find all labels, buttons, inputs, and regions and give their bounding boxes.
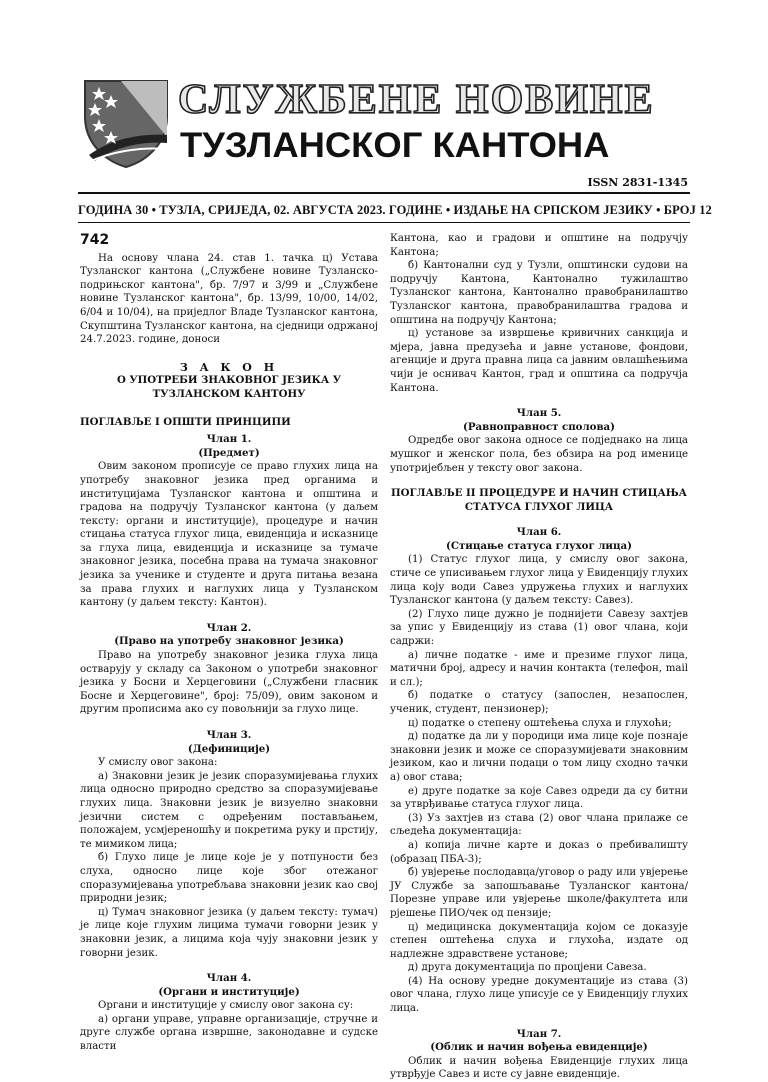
article-number: Члан 5. bbox=[516, 407, 562, 420]
preamble: На основу члана 24. став 1. тачка ц) Устава Тузланског кантона („Службене новине Тузланско-подрињског кантона", бр. 7/97 и 3/99 и „Службене новине Тузланског кантона", бр. 13/99, 10/00, 14/02, 6/04 и 10/04), на приједлог Владе Тузланског кантона, Скупштина Тузланског кантона, на сједници одржаној 24.7.2023. године, доноси bbox=[80, 252, 378, 346]
article-paragraph: е) друге податке за које Савез одреди да су битни за утврђивање статуса глухог лица. bbox=[390, 785, 688, 811]
article-paragraph: (1) Статус глухог лица, у смислу овог закона, стиче се уписивањем глухог лица у Евиденцију глухих лица коју води Савез удружења глухих и наглухих Тузланског кантона (у даљем тексту: Савез). bbox=[390, 554, 688, 607]
chapter-heading: ПОГЛАВЉЕ II ПРОЦЕДУРЕ И НАЧИН СТИЦАЊА bbox=[391, 487, 687, 500]
article-paragraph: (2) Глухо лице дужно је поднијети Савезу захтјев за упис у Евиденцију из става (1) овог члана, који садржи: bbox=[390, 608, 688, 648]
article-paragraph: Органи и институције у смислу овог закона су: bbox=[98, 1000, 354, 1012]
article-paragraph: Облик и начин вођења Евиденције глухих лица утврђује Савез и исте су јавне евиденције. bbox=[390, 1055, 688, 1081]
article-paragraph: а) копија личне карте и доказ о пребивалишту (образац ПБА-3); bbox=[390, 839, 688, 865]
article-paragraph: б) Кантонални суд у Тузли, општински судови на подручју Кантона, Кантонално тужилаштво Тузланског кантона, Кантонално правобранилаштво Тузланског кантона, правобранилаштва градова и општина на подручју Кантона; bbox=[390, 260, 688, 326]
article-paragraph: Одредбе овог закона односе се подједнако на лица мушког и женског пола, без обзира на род именице употријебљен у тексту овог закона. bbox=[390, 435, 688, 474]
issn-number: ISSN 2831-1345 bbox=[587, 176, 688, 189]
article-paragraph: Право на употребу знаковног језика глуха лица остварују у складу са Законом о употреби знаковног језика у Босни и Херцеговини („Службени гласник Босне и Херцеговине", број: 75/09), овим законом и другим прописима ако су повољнији за глухо лице. bbox=[80, 650, 378, 716]
article-number: Члан 2. bbox=[206, 621, 252, 634]
article-paragraph: д) податке да ли у породици има лице које познаје знаковни језик и може се споразумијевати знаковним језиком, као и лични подаци о том лицу сходно тачки а) овог става; bbox=[390, 731, 688, 783]
header-rule-top bbox=[78, 192, 690, 194]
article-paragraph: Овим законом прописује се право глухих лица на употребу знаковног језика пред органима и институцијама Тузланског кантона и општина и градова на подручју Тузланског кантона (у даљем тексту: органи и институције), процедуре и начин стицања статуса глухог лица, евиденција и исказнице за глуха лица, евиденција и исказнице за тумаче знаковног језика, посебна права на тумача знаковног језика за ученике и студенте и друга питања везана за права глухих и наглухих лица у Тузланском кантону (у даљем тексту: Кантон). bbox=[80, 461, 378, 609]
article-title: (Равноправност сполова) bbox=[463, 420, 615, 433]
article-paragraph: а) личне податке - име и презиме глухог лица, матични број, адресу и начин контакта (телефон, mail и сл.); bbox=[390, 649, 688, 688]
left-column bbox=[80, 232, 378, 1054]
coat-of-arms-logo bbox=[81, 77, 171, 169]
masthead bbox=[78, 74, 690, 174]
article-number: Члан 1. bbox=[206, 433, 252, 446]
article-paragraph: (4) На основу уредне документације из става (3) овог члана, глухо лице уписује се у Евиденцију глухих лица. bbox=[390, 975, 688, 1015]
article-paragraph: д) друга документација по процјени Савеза. bbox=[408, 962, 647, 974]
article-paragraph: б) Глухо лице је лице које је у потпуности без слуха, односно лице које због отежаног споразумијевања употребљава знаковни језик као свој природни језик; bbox=[80, 852, 378, 905]
article-paragraph: ц) медицинска документација којом се доказује степен оштећења слуха и глухоћа, издате од надлежне здравствене установе; bbox=[390, 921, 688, 960]
article-number: Члан 4. bbox=[206, 972, 252, 985]
article-paragraph: б) увјерење послодавца/уговор о раду или увјерење ЈУ Службе за запошљавање Тузланског кантона/Порезне управе или увјерење школе/факултета или рјешење ПИО/чек од пензије; bbox=[390, 867, 688, 919]
law-title: З А К О Н bbox=[179, 360, 279, 374]
article-title: (Облик и начин вођења евиденције) bbox=[430, 1041, 648, 1054]
masthead-title-line1: СЛУЖБЕНЕ НОВИНЕ bbox=[178, 77, 655, 123]
article-number: Члан 3. bbox=[206, 729, 252, 741]
right-column bbox=[390, 232, 688, 1082]
article-title: (Стицање статуса глухог лица) bbox=[446, 539, 632, 552]
article-paragraph: ц) податке о степену оштећења слуха и глухоћи; bbox=[408, 717, 672, 729]
chapter-heading-line2: СТАТУСА ГЛУХОГ ЛИЦА bbox=[464, 500, 614, 513]
article-number: Члан 7. bbox=[516, 1027, 562, 1040]
article-paragraph: а) органи управе, управне организације, стручне и друге службе органа извршне, законодавне и судске власти bbox=[80, 1013, 378, 1053]
article-title: (Дефиниције) bbox=[187, 742, 271, 755]
article-paragraph: ц) установе за извршење кривичних санкција и мјера, јавна предузећа и јавне установе, фондови, агенције и друга правна лица са јавним овлашћењима чији је оснивач Кантон, град и општина са подручја Кантона. bbox=[390, 328, 688, 394]
article-paragraph: У смислу овог закона: bbox=[98, 757, 218, 769]
law-subtitle: О УПОТРЕБИ ЗНАКОВНОГ ЈЕЗИКА У ТУЗЛАНСКОМ КАНТОНУ bbox=[116, 374, 342, 400]
chapter-heading: ПОГЛАВЉЕ I ОПШТИ ПРИНЦИПИ bbox=[80, 415, 291, 428]
article-paragraph: ц) Тумач знаковног језика (у даљем тексту: тумач) је лице које глухим лицима тумачи говорни језик у знаковни језик, а лицима која чују знаковни језик у говорни језик. bbox=[80, 906, 378, 959]
article-title: (Предмет) bbox=[198, 446, 260, 459]
issue-line: ГОДИНА 30 • ТУЗЛА, СРИЈЕДА, 02. АВГУСТА 2023. ГОДИНЕ • ИЗДАЊЕ НА СРПСКОМ ЈЕЗИКУ • БРОЈ 12 bbox=[78, 203, 712, 217]
header-rule-bottom bbox=[78, 222, 690, 223]
masthead-title-line2: ТУЗЛАНСКОГ КАНТОНА bbox=[180, 126, 610, 165]
article-number: Члан 6. bbox=[516, 526, 562, 539]
article-title: (Право на употребу знаковног језика) bbox=[114, 635, 344, 648]
article-paragraph: (3) Уз захтјев из става (2) овог члана прилаже се сљедећа документација: bbox=[390, 812, 688, 838]
article-title: (Органи и институције) bbox=[158, 985, 300, 998]
act-number: 742 bbox=[80, 232, 110, 248]
article-paragraph: а) Знаковни језик је језик споразумијевања глухих лица односно природно средство за споразумијевање глухих лица. Знаковни језик је визуелно знаковни језични систем с одређеним постављањем, положајем, усмјереношћу и покретима руку и прстију, те мимиком лица; bbox=[80, 770, 378, 850]
article-paragraph: Кантона, као и градови и општине на подручју Кантона; bbox=[390, 233, 688, 258]
article-paragraph: б) податке о статусу (запослен, незапослен, ученик, студент, пензионер); bbox=[390, 690, 688, 715]
